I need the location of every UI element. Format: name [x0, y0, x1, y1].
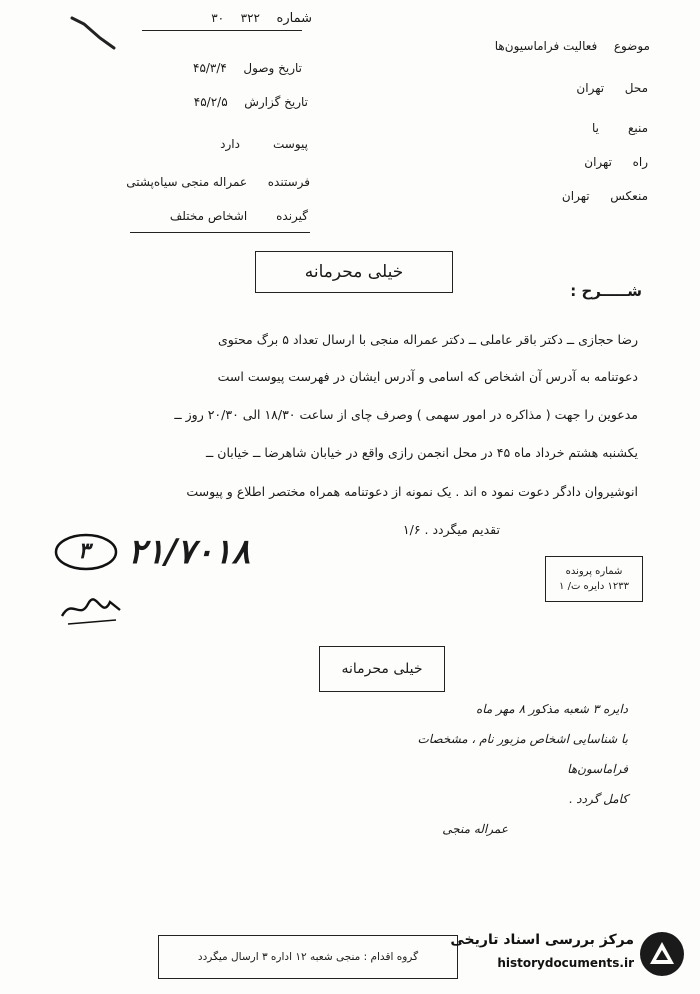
- classification-stamp-top: [255, 251, 453, 293]
- pen-mark: [70, 12, 120, 52]
- attachment-field: [220, 138, 308, 151]
- sender-value: عمراله منجی سیاه‌پشتی: [126, 175, 248, 189]
- ref-field: [562, 190, 648, 203]
- classification-stamp-top-text: خیلی محرمانه: [304, 262, 404, 282]
- attachment-label: پیوست: [273, 137, 308, 151]
- file-number-stamp: [545, 556, 643, 602]
- number-underline: [142, 30, 302, 31]
- location-label: محل: [624, 81, 648, 95]
- body-line-3: مدعوین را جهت ( مذاکره در امور سهمی ) وصرف چای از ساعت ۱۸/۳۰ الی ۲۰/۳۰ روز ــ: [174, 407, 638, 422]
- body-line-2: دعوتنامه به آدرس آن اشخاص که اسامی و آدرس ایشان در فهرست پیوست است: [217, 369, 638, 384]
- classification-stamp-middle-text: خیلی محرمانه: [341, 661, 423, 677]
- subject-field: [495, 40, 650, 53]
- receipt-date-value: ۴۵/۳/۴: [193, 61, 227, 75]
- footer-box-text: گروه اقدام : منجی شعبه ۱۲ اداره ۳ ارسال میگردد: [197, 951, 419, 963]
- report-date-value: ۴۵/۲/۵: [193, 95, 228, 109]
- recipient-label: گیرنده: [276, 209, 308, 223]
- sharh-label: شـــــرح :: [570, 282, 642, 300]
- report-date-label: تاریخ گزارش: [244, 95, 308, 109]
- header-underline: [130, 232, 310, 233]
- ref-value: تهران: [561, 189, 590, 203]
- via-value: تهران: [584, 155, 612, 169]
- body-line-4: یکشنبه هشتم خرداد ماه ۴۵ در محل انجمن رازی واقع در خیابان شاهرضا ــ خیابان ــ: [206, 445, 638, 460]
- location-field: [576, 82, 648, 95]
- number-value: ۳۲۲: [240, 11, 260, 25]
- handwritten-note-line-3: کامل گردد .: [568, 792, 628, 806]
- handwritten-note: [378, 694, 628, 844]
- file-number-stamp-line2: ۱۲۳۳ دایره ت/ ۱: [559, 581, 629, 592]
- handwritten-note-line-2: با شناسایی اشخاص مزبور نام ، مشخصات فراماسون‌ها: [417, 732, 628, 776]
- location-value: تهران: [576, 81, 605, 95]
- sender-label: فرستنده: [267, 175, 310, 189]
- handwritten-note-line-1: دایره ۳ شعبه مذکور ۸ مهر ماه: [475, 702, 628, 716]
- circled-number: ۳: [78, 538, 90, 564]
- subject-label: موضوع: [613, 39, 650, 53]
- via-field: [584, 156, 648, 169]
- handwritten-note-line-4: عمراله منجی: [442, 822, 508, 836]
- subject-value: فعالیت فراماسیون‌ها: [494, 39, 598, 53]
- signature-scribble: [58, 590, 128, 630]
- attachment-value: دارد: [220, 137, 240, 151]
- watermark-url: historydocuments.ir: [497, 956, 634, 970]
- classification-stamp-middle: [319, 646, 445, 692]
- watermark-logo-icon: [638, 930, 686, 978]
- number-suffix: ۳۰: [211, 11, 225, 25]
- body-line-6: تقدیم میگردد . ۱/۶: [402, 522, 500, 537]
- body-line-1: رضا حجازی ــ دکتر باقر عاملی ــ دکتر عمراله منجی با ارسال تعداد ۵ برگ محتوی: [217, 332, 638, 347]
- recipient-value: اشخاص مختلف: [169, 209, 248, 223]
- watermark-title: مرکز بررسی اسناد تاریخی: [450, 932, 634, 948]
- number-label: شماره: [276, 11, 312, 26]
- number-field: [211, 12, 312, 25]
- source-field: [592, 122, 648, 135]
- receipt-date-label: تاریخ وصول: [243, 61, 302, 75]
- watermark: [420, 924, 690, 984]
- file-number-stamp-line1: شماره پرونده: [565, 566, 623, 577]
- sender-field: [126, 176, 310, 189]
- footer-box: [158, 935, 458, 979]
- ref-label: منعکس: [610, 189, 648, 203]
- source-label: منبع: [627, 121, 648, 135]
- annotation-number: ۲۱/۷۰۱۸: [128, 532, 250, 572]
- report-date-field: [194, 96, 308, 109]
- recipient-field: [170, 210, 308, 223]
- receipt-date-field: [193, 62, 302, 75]
- via-label: راه: [632, 155, 648, 169]
- source-value: یا: [592, 121, 599, 135]
- body-line-5: انوشیروان دادگر دعوت نمود ه اند . یک نمونه از دعوتنامه همراه مختصر اطلاع و پیوست: [186, 484, 638, 499]
